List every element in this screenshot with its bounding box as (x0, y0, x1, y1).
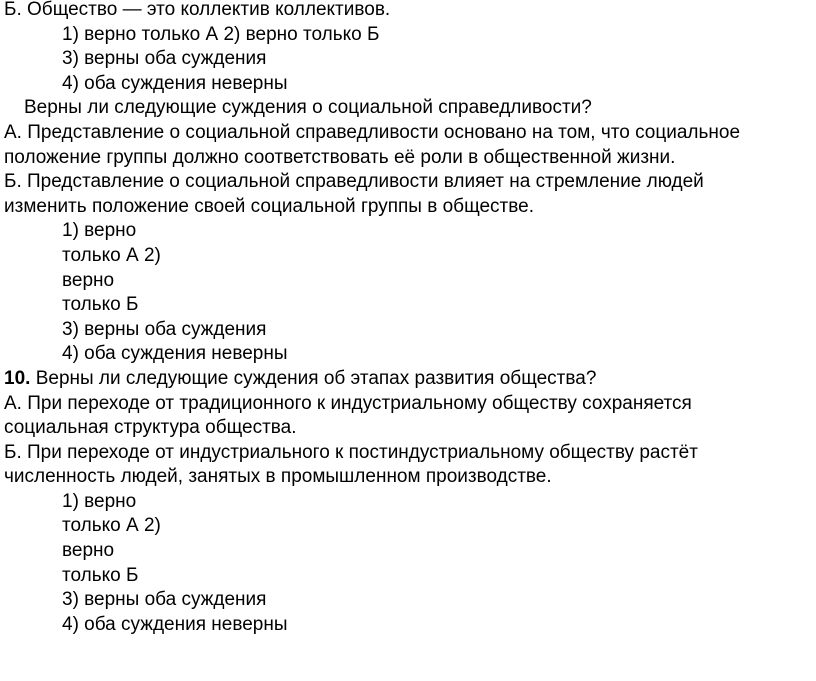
block2-option-line5: 3) верны оба суждения (62, 318, 267, 340)
block1-option-1: 1) верно только А 2) верно только Б (62, 23, 380, 45)
question-number: 10. (4, 367, 31, 389)
block3-statement-b-line2: численность людей, занятых в промышленном производстве. (4, 466, 552, 488)
block2-option-line4: только Б (62, 294, 139, 316)
document-page (4, 0, 812, 637)
block3-statement-b-line1: Б. При переходе от индустриального к постиндустриальному обществу растёт (4, 441, 698, 463)
block3-option-line3: верно (62, 540, 115, 562)
block2-statement-a-line2: положение группы должно соответствовать её роли в общественной жизни. (4, 146, 676, 168)
block2-option-line6: 4) оба суждения неверны (62, 343, 288, 365)
block2-statement-b-line1: Б. Представление о социальной справедливости влияет на стремление людей (4, 171, 704, 193)
block3-statement-a-line2: социальная структура общества. (4, 417, 297, 439)
block3-option-line1: 1) верно (62, 490, 137, 512)
block3-question: Верны ли следующие суждения об этапах развития общества? (30, 367, 597, 389)
block2-option-line2: только А 2) (62, 244, 161, 266)
block3-statement-a-line1: А. При переходе от традиционного к индустриальному обществу сохраняется (4, 392, 692, 414)
block1-option-2: 3) верны оба суждения (62, 48, 267, 70)
block2-question: Верны ли следующие суждения о социальной справедливости? (24, 97, 592, 119)
block2-statement-a-line1: А. Представление о социальной справедливости основано на том, что социальное (4, 121, 741, 143)
block1-statement-b: Б. Общество — это коллектив коллективов. (4, 0, 391, 20)
block3-option-line2: только А 2) (62, 515, 161, 537)
block3-option-line6: 4) оба суждения неверны (62, 613, 288, 635)
block2-statement-b-line2: изменить положение своей социальной группы в обществе. (4, 195, 534, 217)
block2-option-line3: верно (62, 269, 115, 291)
block3-option-line5: 3) верны оба суждения (62, 589, 267, 611)
block1-option-3: 4) оба суждения неверны (62, 72, 288, 94)
block3-option-line4: только Б (62, 564, 139, 586)
block2-option-line1: 1) верно (62, 220, 137, 242)
block3-question-line (4, 367, 812, 392)
